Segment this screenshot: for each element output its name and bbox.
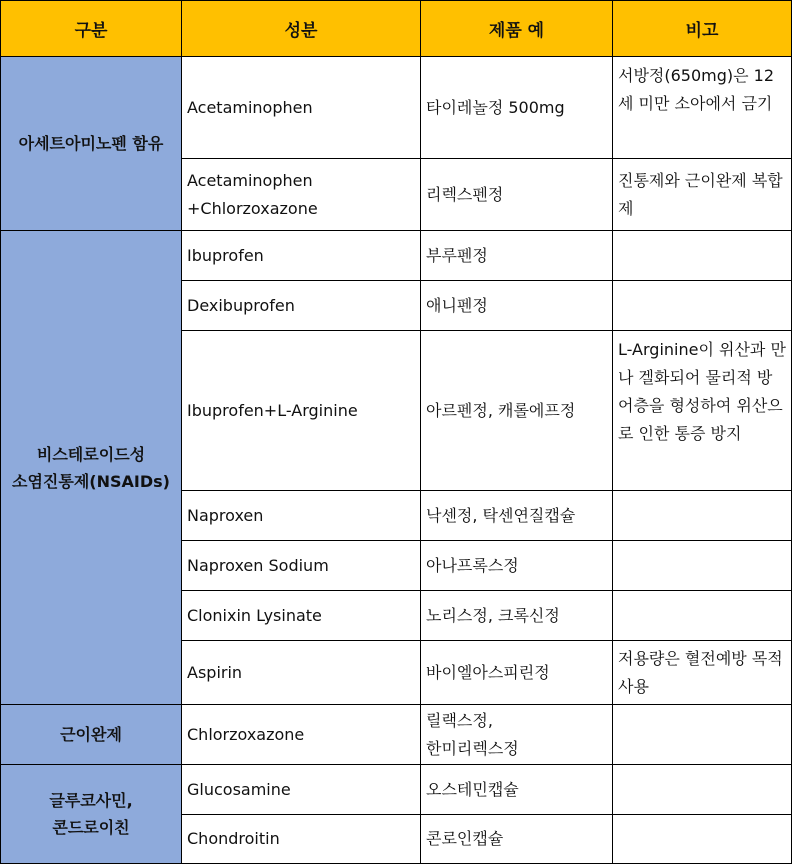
product-cell: 아르펜정, 캐롤에프정 xyxy=(421,331,613,491)
product-cell: 부루펜정 xyxy=(421,231,613,281)
product-cell: 리렉스펜정 xyxy=(421,159,613,231)
note-cell: 저용량은 혈전예방 목적 사용 xyxy=(613,641,792,705)
product-cell: 애니펜정 xyxy=(421,281,613,331)
product-cell: 노리스정, 크록신정 xyxy=(421,591,613,641)
category-label: 근이완제 xyxy=(60,725,122,744)
category-acetaminophen xyxy=(1,57,182,231)
note-cell xyxy=(613,281,792,331)
ingredient-cell: Ibuprofen+L-Arginine xyxy=(182,331,421,491)
ingredient-cell: Ibuprofen xyxy=(182,231,421,281)
note-cell xyxy=(613,491,792,541)
category-nsaids xyxy=(1,231,182,705)
product-cell: 낙센정, 탁센연질캡슐 xyxy=(421,491,613,541)
ingredient-cell: Dexibuprofen xyxy=(182,281,421,331)
header-category: 구분 xyxy=(1,1,182,57)
ingredient-cell: Naproxen Sodium xyxy=(182,541,421,591)
note-cell: 진통제와 근이완제 복합제 xyxy=(613,159,792,231)
category-glucosamine xyxy=(1,765,182,864)
note-cell: 서방정(650mg)은 12세 미만 소아에서 금기 xyxy=(613,57,792,159)
note-cell xyxy=(613,541,792,591)
ingredient-cell: Acetaminophen +Chlorzoxazone xyxy=(182,159,421,231)
header-product: 제품 예 xyxy=(421,1,613,57)
ingredient-cell: Clonixin Lysinate xyxy=(182,591,421,641)
product-cell: 타이레놀정 500mg xyxy=(421,57,613,159)
note-cell xyxy=(613,765,792,815)
table-row xyxy=(1,705,792,765)
ingredient-cell: Chondroitin xyxy=(182,815,421,864)
ingredient-cell: Acetaminophen xyxy=(182,57,421,159)
category-muscle-relaxant xyxy=(1,705,182,765)
header-note: 비고 xyxy=(613,1,792,57)
table-row xyxy=(1,765,792,815)
header-ingredient: 성분 xyxy=(182,1,421,57)
category-label-line2: 콘드로이친 xyxy=(52,818,130,837)
note-cell xyxy=(613,705,792,765)
category-label-line2: 소염진통제(NSAIDs) xyxy=(12,471,170,491)
product-cell: 아나프록스정 xyxy=(421,541,613,591)
ingredient-cell: Naproxen xyxy=(182,491,421,541)
product-cell: 오스테민캡슐 xyxy=(421,765,613,815)
ingredient-cell: Chlorzoxazone xyxy=(182,705,421,765)
table-row xyxy=(1,231,792,281)
category-label-line1: 비스테로이드성 xyxy=(36,444,146,464)
header-row xyxy=(1,1,792,57)
table-row xyxy=(1,57,792,159)
note-cell xyxy=(613,815,792,864)
note-cell: L-Arginine이 위산과 만나 겔화되어 물리적 방어층을 형성하여 위산으로 인한 통증 방지 xyxy=(613,331,792,491)
category-label-line1: 글루코사민, xyxy=(49,791,133,810)
note-cell xyxy=(613,591,792,641)
product-cell: 바이엘아스피린정 xyxy=(421,641,613,705)
category-label: 아세트아미노펜 함유 xyxy=(18,134,164,153)
product-cell: 릴랙스정, 한미리렉스정 xyxy=(421,705,613,765)
ingredient-cell: Glucosamine xyxy=(182,765,421,815)
note-cell xyxy=(613,231,792,281)
ingredient-cell: Aspirin xyxy=(182,641,421,705)
product-cell: 콘로인캡슐 xyxy=(421,815,613,864)
